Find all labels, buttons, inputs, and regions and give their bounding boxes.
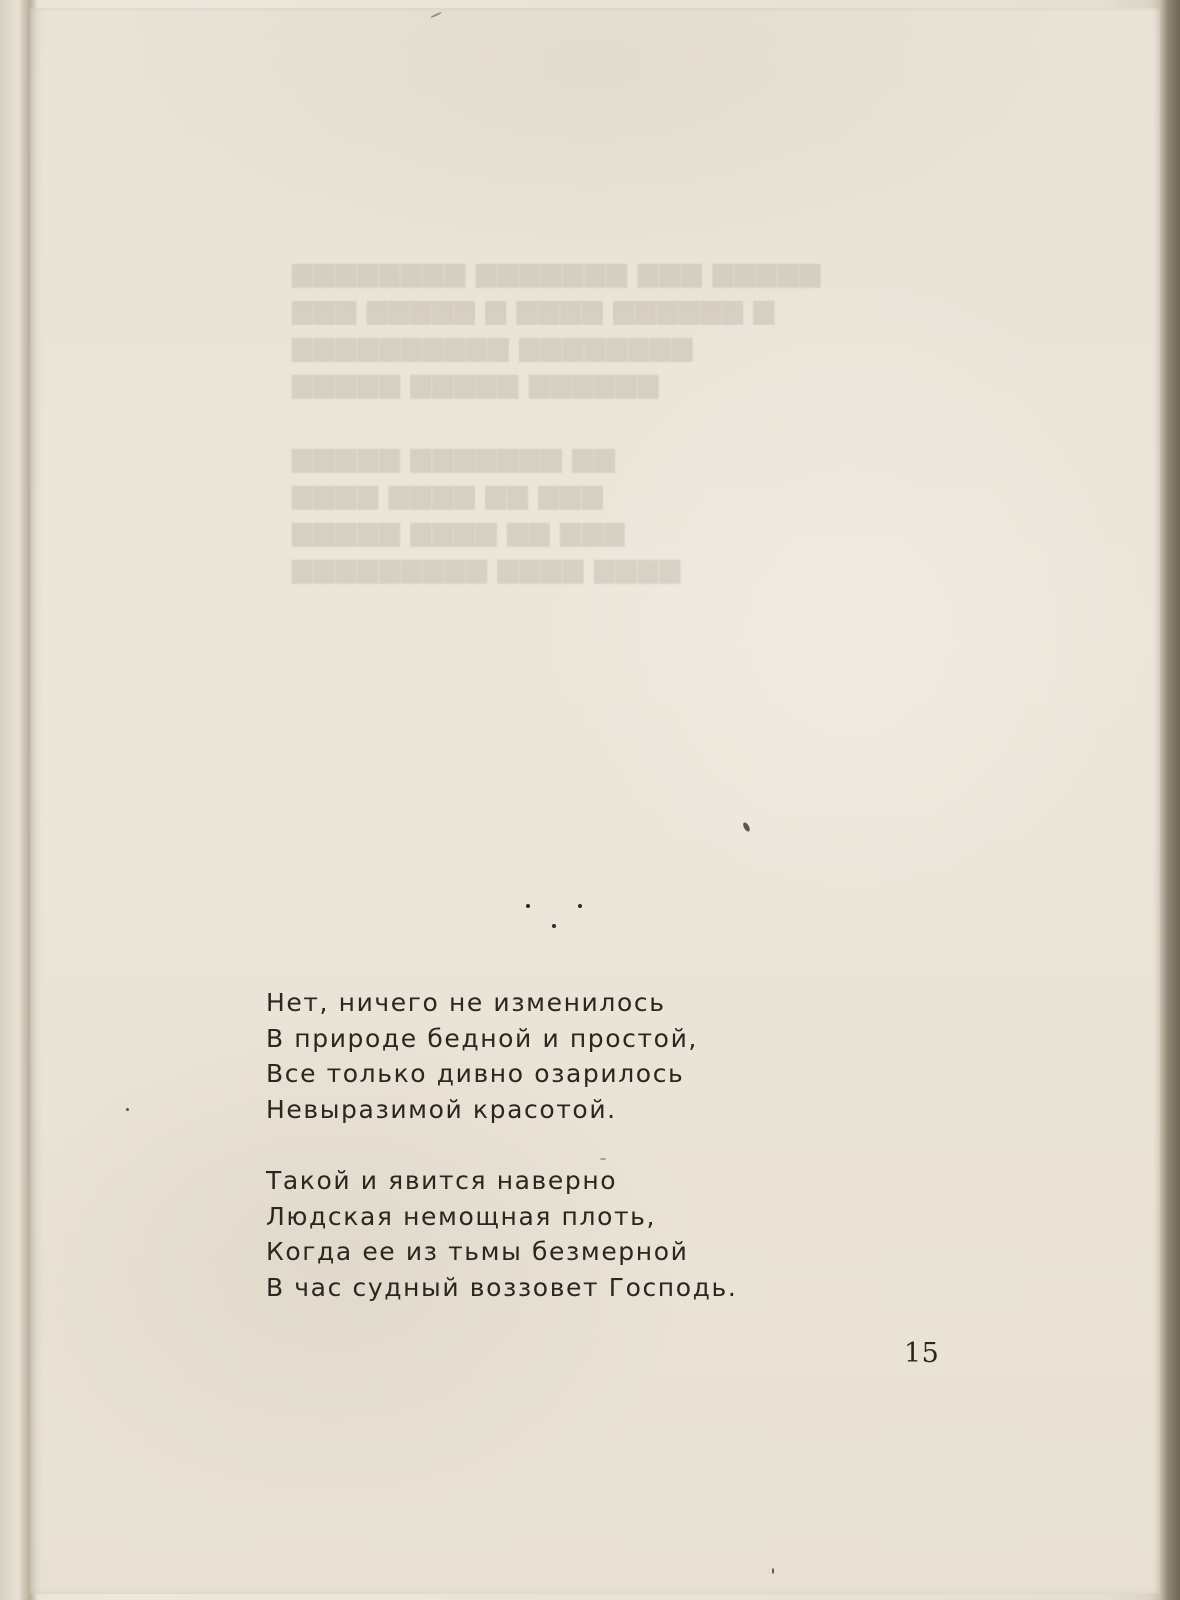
ornament-dot-left [526,904,530,908]
poem-line: В час судный воззовет Господь. [266,1272,738,1302]
paper-speck [600,1158,606,1160]
poem-line: Когда ее из тьмы безмерной [266,1237,689,1266]
poem [266,985,737,1305]
stanza-1 [266,985,737,1127]
asterism-ornament [522,896,592,936]
stanza-2 [266,1163,737,1305]
page-number: 15 [904,1338,940,1369]
bleed-through-texture: ▆▆▆▆▆ ▆▆▆ ▆▆▆▆▆▆▆ ▆▆▆▆▆▆▆▆ ▆ ▆▆▆▆▆▆ ▆▆▆▆ ▆ ▆▆▆▆▆ ▆▆▆ ▆▆▆▆▆▆▆▆ ▆▆▆▆▆▆▆▆▆▆ ▆▆▆▆▆▆ ▆▆▆▆▆ ▆▆▆▆▆ ▆▆ ▆▆▆▆▆▆▆ ▆▆▆▆▆ ▆▆▆ ▆▆ ▆▆▆▆ ▆▆▆▆ ▆▆▆ ▆▆ ▆▆▆▆ ▆▆▆▆▆ ▆▆▆▆ ▆▆▆▆ ▆▆▆▆▆▆▆▆▆ [290,257,820,584]
paper-speck [430,12,442,19]
paper-speck [742,821,751,832]
poem-line: В природе бедной и простой, [266,1023,698,1053]
poem-line: Нет, ничего не изменилось [266,988,666,1017]
poem-line: Все только дивно озарилось [266,1059,685,1088]
ornament-dot-bottom [552,924,556,928]
poem-line: Невыразимой красотой. [266,1094,617,1124]
poem-line: Людская немощная плоть, [266,1201,657,1231]
ornament-dot-right [578,904,582,908]
book-page [30,8,1160,1594]
poem-line: Такой и явится наверно [266,1166,618,1195]
paper-speck [126,1108,129,1111]
paper-speck [772,1568,774,1574]
